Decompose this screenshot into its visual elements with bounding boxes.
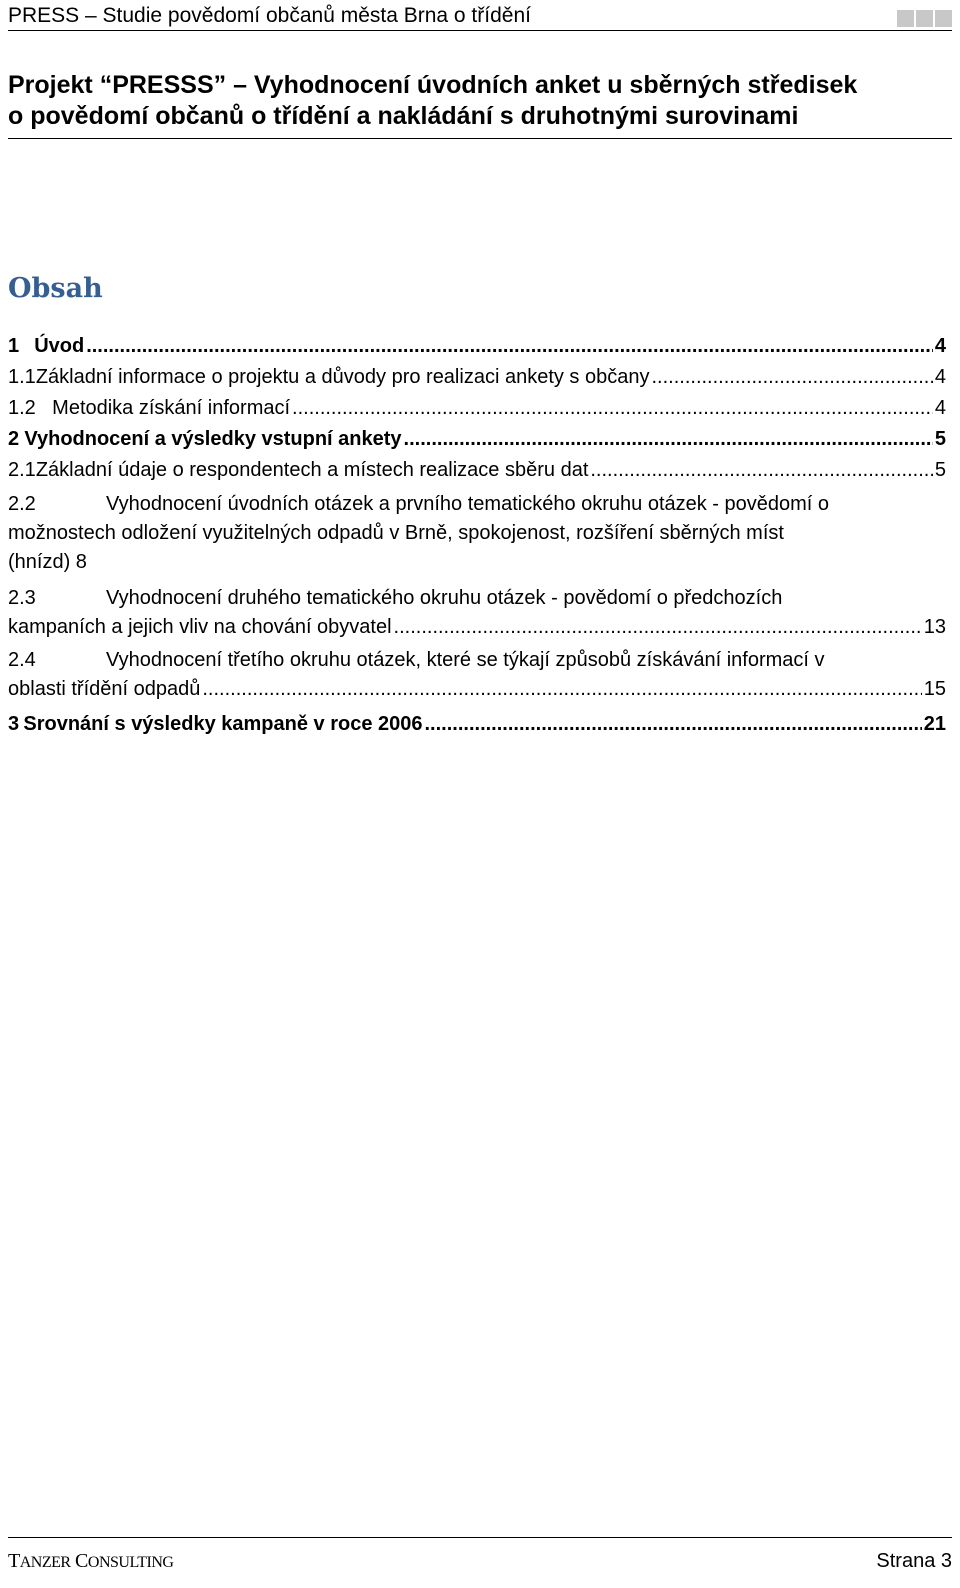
header-text: PRESS – Studie povědomí občanů města Brna o třídění (8, 4, 531, 27)
toc-entry-page: 21 (923, 713, 946, 735)
toc-entry-2-1[interactable] (8, 456, 946, 485)
toc-entry-number: 2.4 (8, 649, 36, 671)
header-decoration (897, 10, 952, 27)
toc-entry-page: 13 (923, 616, 946, 638)
toc-entry-title: Základní informace o projektu a důvody pro realizaci ankety s občany (35, 366, 650, 388)
toc-leader-dots (202, 675, 921, 704)
toc-leader-dots (651, 363, 932, 392)
toc-entry-title-line-2: možnostech odložení využitelných odpadů v Brně, spokojenost, rozšíření sběrných míst (8, 522, 784, 544)
page-footer (8, 1537, 952, 1578)
page-header (8, 0, 952, 31)
toc-entry-title: Vyhodnocení a výsledky vstupní ankety (24, 428, 402, 450)
toc-entry-number: 2.3 (8, 587, 36, 609)
header-square (935, 10, 952, 27)
toc-entry-1[interactable] (8, 332, 946, 361)
toc-entry-title: Metodika získání informací (52, 397, 291, 419)
toc-entry-number: 2.1 (8, 459, 36, 481)
toc-entry-2-4[interactable] (8, 646, 946, 704)
toc-entry-number: 1 (8, 335, 20, 357)
toc-entry-2[interactable] (8, 425, 946, 454)
toc-entry-page: 4 (934, 335, 946, 357)
toc-entry-1-2[interactable] (8, 394, 946, 423)
toc-entry-number: 2.2 (8, 493, 36, 515)
toc-entry-title: Základní údaje o respondentech a místech realizace sběru dat (35, 459, 589, 481)
document-title-line-1: Projekt “PRESSS” – Vyhodnocení úvodních anket u sběrných středisek (8, 71, 858, 99)
toc-leader-dots (394, 613, 922, 642)
toc-entry-title: Úvod (34, 335, 85, 357)
toc-entry-title-line-1: Vyhodnocení druhého tematického okruhu otázek - povědomí o předchozích (106, 587, 783, 609)
toc-entry-number: 2 (8, 428, 20, 450)
document-title-line-2: o povědomí občanů o třídění a nakládání s druhotnými surovinami (8, 102, 799, 130)
document-title (8, 70, 952, 139)
toc-entry-title-line-2: oblasti třídění odpadů (8, 678, 201, 700)
toc-leader-dots (590, 456, 933, 485)
toc-entry-page: 15 (923, 678, 946, 700)
toc-entry-number: 1.2 (8, 397, 36, 419)
toc-leader-dots (404, 425, 933, 454)
toc-heading: Obsah (8, 273, 103, 304)
toc-leader-dots (425, 710, 922, 739)
company-name: TANZER CONSULTING (8, 1550, 174, 1572)
header-square (916, 10, 933, 27)
toc-entry-title-line-1: Vyhodnocení třetího okruhu otázek, které se týkají způsobů získávání informací v (106, 649, 825, 671)
toc-leader-dots (86, 332, 933, 361)
toc-entry-page: 4 (934, 366, 946, 388)
toc-entry-title-line-2: kampaních a jejich vliv na chování obyvatel (8, 616, 392, 638)
toc-entry-2-3[interactable] (8, 584, 946, 642)
toc-entry-1-1[interactable] (8, 363, 946, 392)
page-number: Strana 3 (876, 1550, 952, 1572)
toc-entry-2-2[interactable] (8, 490, 946, 577)
toc-entry-page: 5 (934, 428, 946, 450)
toc-entry-page: 4 (934, 397, 946, 419)
toc-leader-dots (292, 394, 933, 423)
toc-entry-page: 5 (934, 459, 946, 481)
toc-entry-title: Srovnání s výsledky kampaně v roce 2006 (23, 713, 423, 735)
toc-entry-number: 1.1 (8, 366, 36, 388)
toc-entry-number: 3 (8, 713, 20, 735)
toc-entry-title-line-3: (hnízd) 8 (8, 551, 87, 573)
header-square (897, 10, 914, 27)
toc-entry-3[interactable] (8, 710, 946, 739)
toc-entry-title-line-1: Vyhodnocení úvodních otázek a prvního tematického okruhu otázek - povědomí o (106, 493, 830, 515)
